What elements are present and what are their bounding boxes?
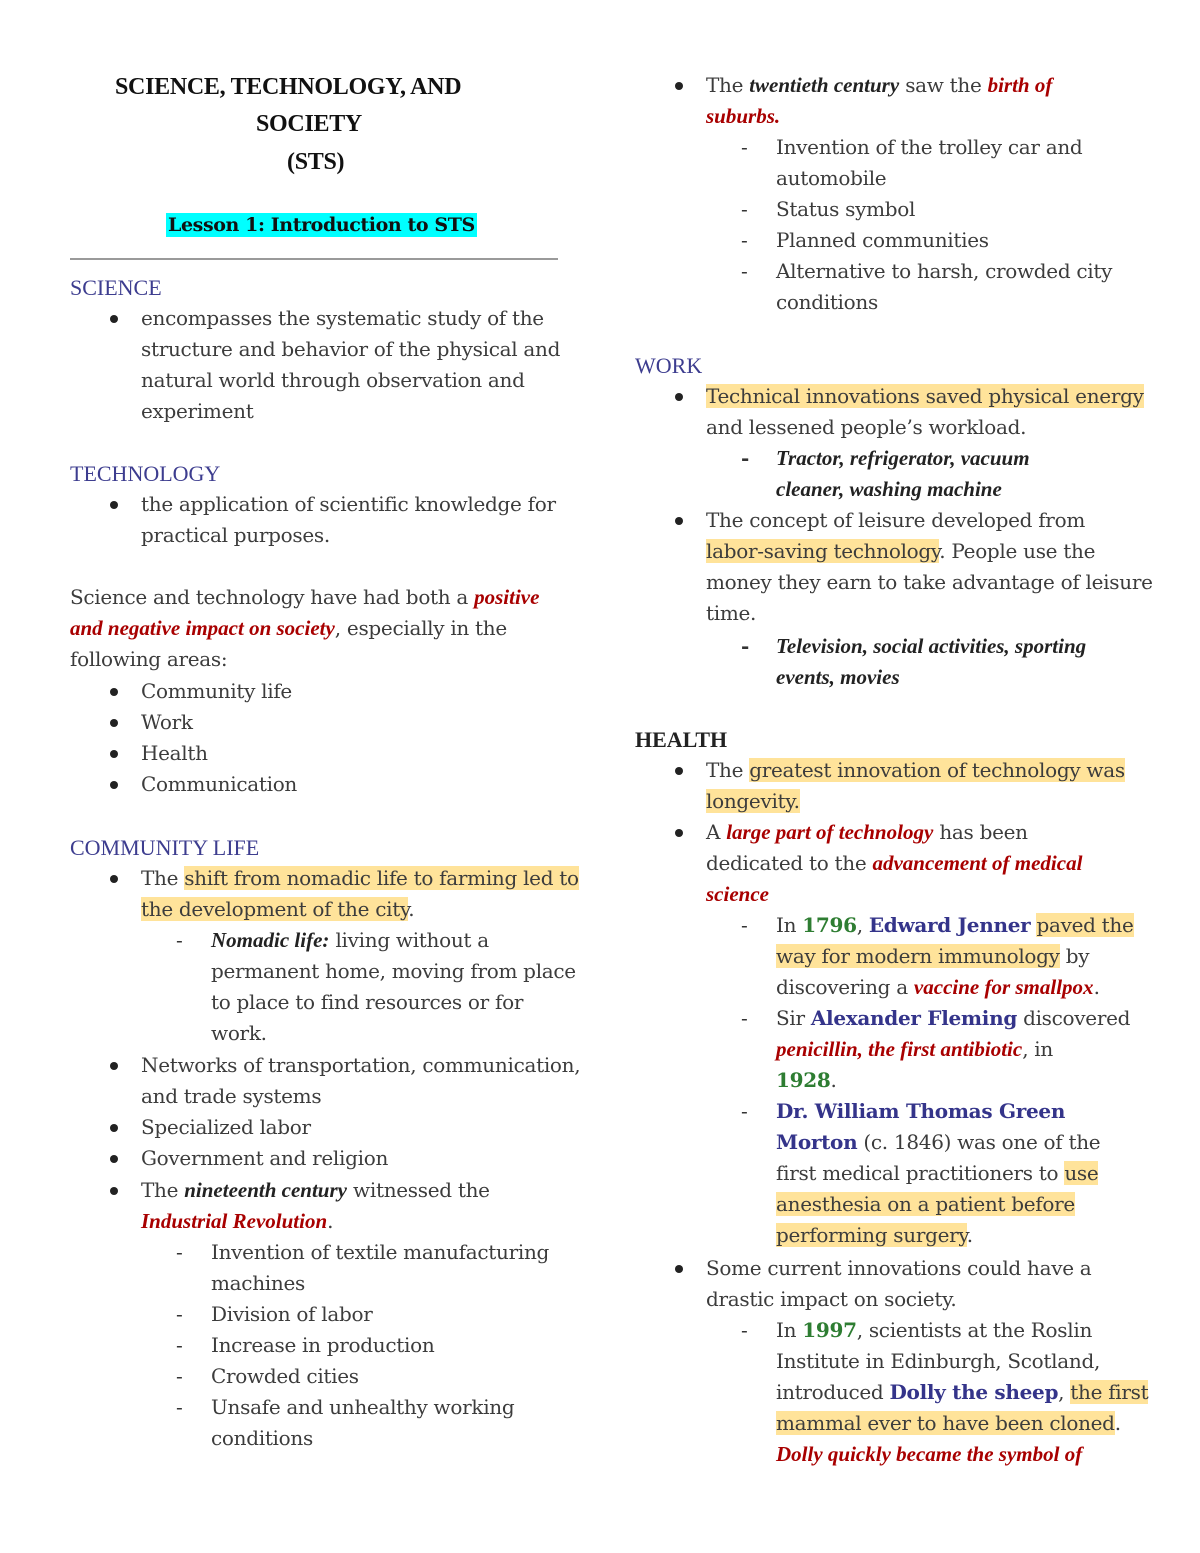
impact-line-2: and negative impact on society, especially in the: [70, 616, 507, 640]
twentieth-line2: suburbs.: [706, 104, 781, 128]
twentieth-item: automobile: [776, 166, 887, 190]
morton-line4: anesthesia on a patient before: [776, 1192, 1075, 1216]
dash-icon: -: [176, 1333, 183, 1357]
bullet-icon: [110, 1187, 118, 1195]
doc-title-line1: SCIENCE, TECHNOLOGY, AND: [115, 74, 462, 100]
dash-icon: -: [741, 1318, 748, 1342]
technology-def-line: practical purposes.: [141, 523, 330, 547]
health-b3-line2: drastic impact on society.: [706, 1287, 957, 1311]
twentieth-item: conditions: [776, 290, 878, 314]
bullet-icon: [110, 501, 118, 509]
section-heading-science: SCIENCE: [70, 275, 162, 300]
community-b2-line2: and trade systems: [141, 1084, 322, 1108]
work-d2-line1: Television, social activities, sporting: [776, 634, 1087, 658]
dash-icon: -: [741, 446, 750, 470]
dash-icon: -: [741, 913, 748, 937]
twentieth-item: Status symbol: [776, 197, 916, 221]
morton-line2: Morton (c. 1846) was one of the: [776, 1130, 1101, 1154]
ir-item: Division of labor: [211, 1302, 373, 1326]
lesson-title: Lesson 1: Introduction to STS: [168, 214, 475, 236]
nomadic-line1: Nomadic life: living without a: [211, 928, 489, 952]
ir-item: conditions: [211, 1426, 313, 1450]
work-b1-line2: and lessened people’s workload.: [706, 415, 1027, 439]
area-item: Health: [141, 741, 208, 765]
work-b2-line3: money they earn to take advantage of leisure: [706, 570, 1153, 594]
area-item: Communication: [141, 772, 298, 796]
bullet-icon: [110, 315, 118, 323]
morton-line1: Dr. William Thomas Green: [776, 1099, 1066, 1123]
health-b2-line2: dedicated to the advancement of medical: [706, 851, 1083, 875]
doc-title-line2: SOCIETY: [256, 111, 362, 137]
twentieth-item: Alternative to harsh, crowded city: [776, 259, 1113, 283]
jenner-line3: discovering a vaccine for smallpox.: [776, 975, 1100, 999]
dash-icon: -: [741, 1099, 748, 1123]
bullet-icon: [110, 1124, 118, 1132]
section-heading-health: HEALTH: [635, 727, 728, 752]
bullet-icon: [110, 1062, 118, 1070]
twentieth-line1: The twentieth century saw the birth of: [706, 73, 1053, 97]
bullet-icon: [110, 875, 118, 883]
section-heading-community-life: COMMUNITY LIFE: [70, 835, 260, 860]
twentieth-item: Planned communities: [776, 228, 989, 252]
health-b2-line3: science: [706, 882, 769, 906]
dash-icon: -: [176, 1395, 183, 1419]
bullet-icon: [675, 829, 683, 837]
bullet-icon: [110, 750, 118, 758]
bullet-icon: [675, 1265, 683, 1273]
ir-item: machines: [211, 1271, 305, 1295]
community-b1-line1: The shift from nomadic life to farming led to: [141, 866, 579, 890]
dolly-line4: mammal ever to have been cloned.: [776, 1411, 1121, 1435]
ir-item: Crowded cities: [211, 1364, 359, 1388]
bullet-icon: [110, 719, 118, 727]
fleming-line3: 1928.: [776, 1068, 837, 1092]
ir-item: Increase in production: [211, 1333, 435, 1357]
technology-def-line: the application of scientific knowledge for: [141, 492, 556, 516]
dash-icon: -: [741, 634, 750, 658]
dash-icon: -: [741, 1006, 748, 1030]
ir-item: Invention of textile manufacturing: [211, 1240, 550, 1264]
science-def-line: experiment: [141, 399, 254, 423]
dash-icon: -: [741, 197, 748, 221]
dash-icon: -: [741, 228, 748, 252]
bullet-icon: [675, 393, 683, 401]
nomadic-line3: to place to find resources or for: [211, 990, 524, 1014]
area-item: Work: [141, 710, 193, 734]
science-def-line: encompasses the systematic study of the: [141, 306, 544, 330]
science-def-line: natural world through observation and: [141, 368, 525, 392]
dolly-line5: Dolly quickly became the symbol of: [776, 1442, 1083, 1466]
bullet-icon: [675, 82, 683, 90]
fleming-line1: Sir Alexander Fleming discovered: [776, 1006, 1131, 1030]
bullet-icon: [110, 1155, 118, 1163]
community-b5-line1: The nineteenth century witnessed the: [141, 1178, 490, 1202]
bullet-icon: [675, 517, 683, 525]
dolly-line2: Institute in Edinburgh, Scotland,: [776, 1349, 1101, 1373]
doc-title-line3: (STS): [287, 149, 345, 175]
work-b2-line1: The concept of leisure developed from: [706, 508, 1085, 532]
fleming-line2: penicillin, the first antibiotic, in: [776, 1037, 1053, 1061]
section-heading-technology: TECHNOLOGY: [70, 461, 221, 486]
work-b1-line1: Technical innovations saved physical energy: [706, 384, 1144, 408]
dolly-line1: In 1997, scientists at the Roslin: [776, 1318, 1093, 1342]
nomadic-line4: work.: [211, 1021, 267, 1045]
dash-icon: -: [176, 1364, 183, 1388]
work-d1-line1: Tractor, refrigerator, vacuum: [776, 446, 1030, 470]
work-b2-line4: time.: [706, 601, 757, 625]
community-b5-line2: Industrial Revolution.: [141, 1209, 334, 1233]
health-b3-line1: Some current innovations could have a: [706, 1256, 1092, 1280]
section-heading-work: WORK: [635, 353, 703, 378]
title-divider: [70, 258, 558, 260]
health-b2-line1: A large part of technology has been: [706, 820, 1028, 844]
dash-icon: -: [176, 1240, 183, 1264]
dash-icon: -: [741, 135, 748, 159]
morton-line3: first medical practitioners to use: [776, 1161, 1099, 1185]
bullet-icon: [675, 767, 683, 775]
dash-icon: -: [176, 1302, 183, 1326]
area-item: Community life: [141, 679, 292, 703]
community-b1-line2: the development of the city.: [141, 897, 415, 921]
nomadic-line2: permanent home, moving from place: [211, 959, 576, 983]
bullet-icon: [110, 688, 118, 696]
bullet-icon: [110, 781, 118, 789]
work-b2-line2: labor-saving technology. People use the: [706, 539, 1096, 563]
health-b1-line1: The greatest innovation of technology was: [706, 758, 1125, 782]
dash-icon: -: [176, 928, 183, 952]
work-d2-line2: events, movies: [776, 665, 900, 689]
jenner-line1: In 1796, Edward Jenner paved the: [776, 913, 1134, 937]
morton-line5: performing surgery.: [776, 1223, 973, 1247]
community-b2-line1: Networks of transportation, communication,: [141, 1053, 581, 1077]
impact-line-3: following areas:: [70, 647, 228, 671]
jenner-line2: way for modern immunology by: [776, 944, 1090, 968]
health-b1-line2: longevity.: [706, 789, 800, 813]
twentieth-item: Invention of the trolley car and: [776, 135, 1083, 159]
science-def-line: structure and behavior of the physical and: [141, 337, 561, 361]
community-b3: Specialized labor: [141, 1115, 311, 1139]
impact-line-1: Science and technology have had both a positive: [70, 585, 540, 609]
ir-item: Unsafe and unhealthy working: [211, 1395, 515, 1419]
dash-icon: -: [741, 259, 748, 283]
work-d1-line2: cleaner, washing machine: [776, 477, 1002, 501]
community-b4: Government and religion: [141, 1146, 389, 1170]
dolly-line3: introduced Dolly the sheep, the first: [776, 1380, 1149, 1404]
